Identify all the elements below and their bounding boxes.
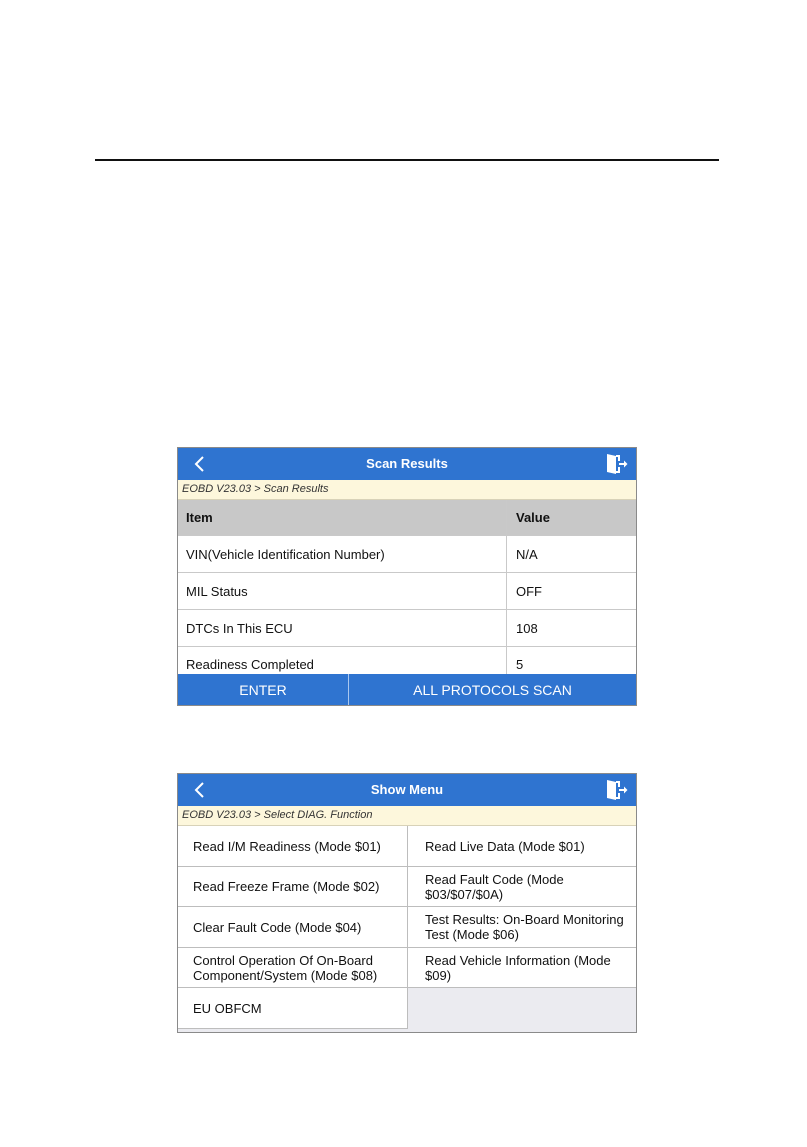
row-value: OFF bbox=[516, 583, 542, 599]
exit-door-icon[interactable] bbox=[604, 778, 628, 802]
table-row[interactable] bbox=[178, 610, 636, 647]
show-menu-screen bbox=[177, 773, 637, 1033]
menu-item-clear-fault-code[interactable]: Clear Fault Code (Mode $04) bbox=[178, 907, 408, 948]
row-value: N/A bbox=[516, 546, 538, 562]
row-value: 5 bbox=[516, 657, 524, 672]
page-title: Scan Results bbox=[366, 456, 448, 471]
breadcrumb: EOBD V23.03 > Select DIAG. Function bbox=[178, 806, 636, 826]
menu-item-read-freeze-frame[interactable]: Read Freeze Frame (Mode $02) bbox=[178, 867, 408, 907]
row-item: DTCs In This ECU bbox=[178, 610, 507, 646]
row-value: 108 bbox=[516, 620, 538, 636]
menu-item-read-im-readiness[interactable]: Read I/M Readiness (Mode $01) bbox=[178, 826, 408, 867]
all-protocols-scan-button[interactable]: ALL PROTOCOLS SCAN bbox=[413, 681, 572, 698]
row-item: MIL Status bbox=[178, 573, 507, 609]
scan-results-screen bbox=[177, 447, 637, 706]
row-item: VIN(Vehicle Identification Number) bbox=[178, 536, 507, 572]
table-row[interactable] bbox=[178, 573, 636, 610]
title-bar bbox=[178, 774, 636, 806]
enter-button[interactable]: ENTER bbox=[178, 674, 349, 705]
page-title: Show Menu bbox=[370, 782, 444, 797]
menu-item-read-live-data[interactable]: Read Live Data (Mode $01) bbox=[408, 826, 637, 867]
title-bar bbox=[178, 448, 636, 480]
menu-item-read-fault-code[interactable]: Read Fault Code (Mode $03/$07/$0A) bbox=[408, 867, 637, 907]
table-row[interactable] bbox=[178, 536, 636, 573]
menu-item-read-vehicle-information[interactable]: Read Vehicle Information (Mode $09) bbox=[408, 948, 637, 988]
column-header-item: Item bbox=[178, 500, 507, 535]
column-header-value: Value bbox=[516, 510, 550, 525]
page-divider-rule bbox=[95, 159, 719, 161]
menu-item-control-operation[interactable]: Control Operation Of On-Board Component/System (Mode $08) bbox=[178, 948, 408, 988]
bottom-action-bar bbox=[178, 674, 636, 705]
scan-results-table bbox=[178, 500, 636, 674]
exit-door-icon[interactable] bbox=[604, 452, 628, 476]
menu-item-test-results[interactable]: Test Results: On-Board Monitoring Test (Mode $06) bbox=[408, 907, 637, 948]
table-header-row bbox=[178, 500, 636, 536]
table-row[interactable] bbox=[178, 647, 636, 674]
breadcrumb: EOBD V23.03 > Scan Results bbox=[178, 480, 636, 500]
menu-item-eu-obfcm[interactable]: EU OBFCM bbox=[178, 988, 408, 1029]
row-item: Readiness Completed bbox=[178, 647, 507, 674]
